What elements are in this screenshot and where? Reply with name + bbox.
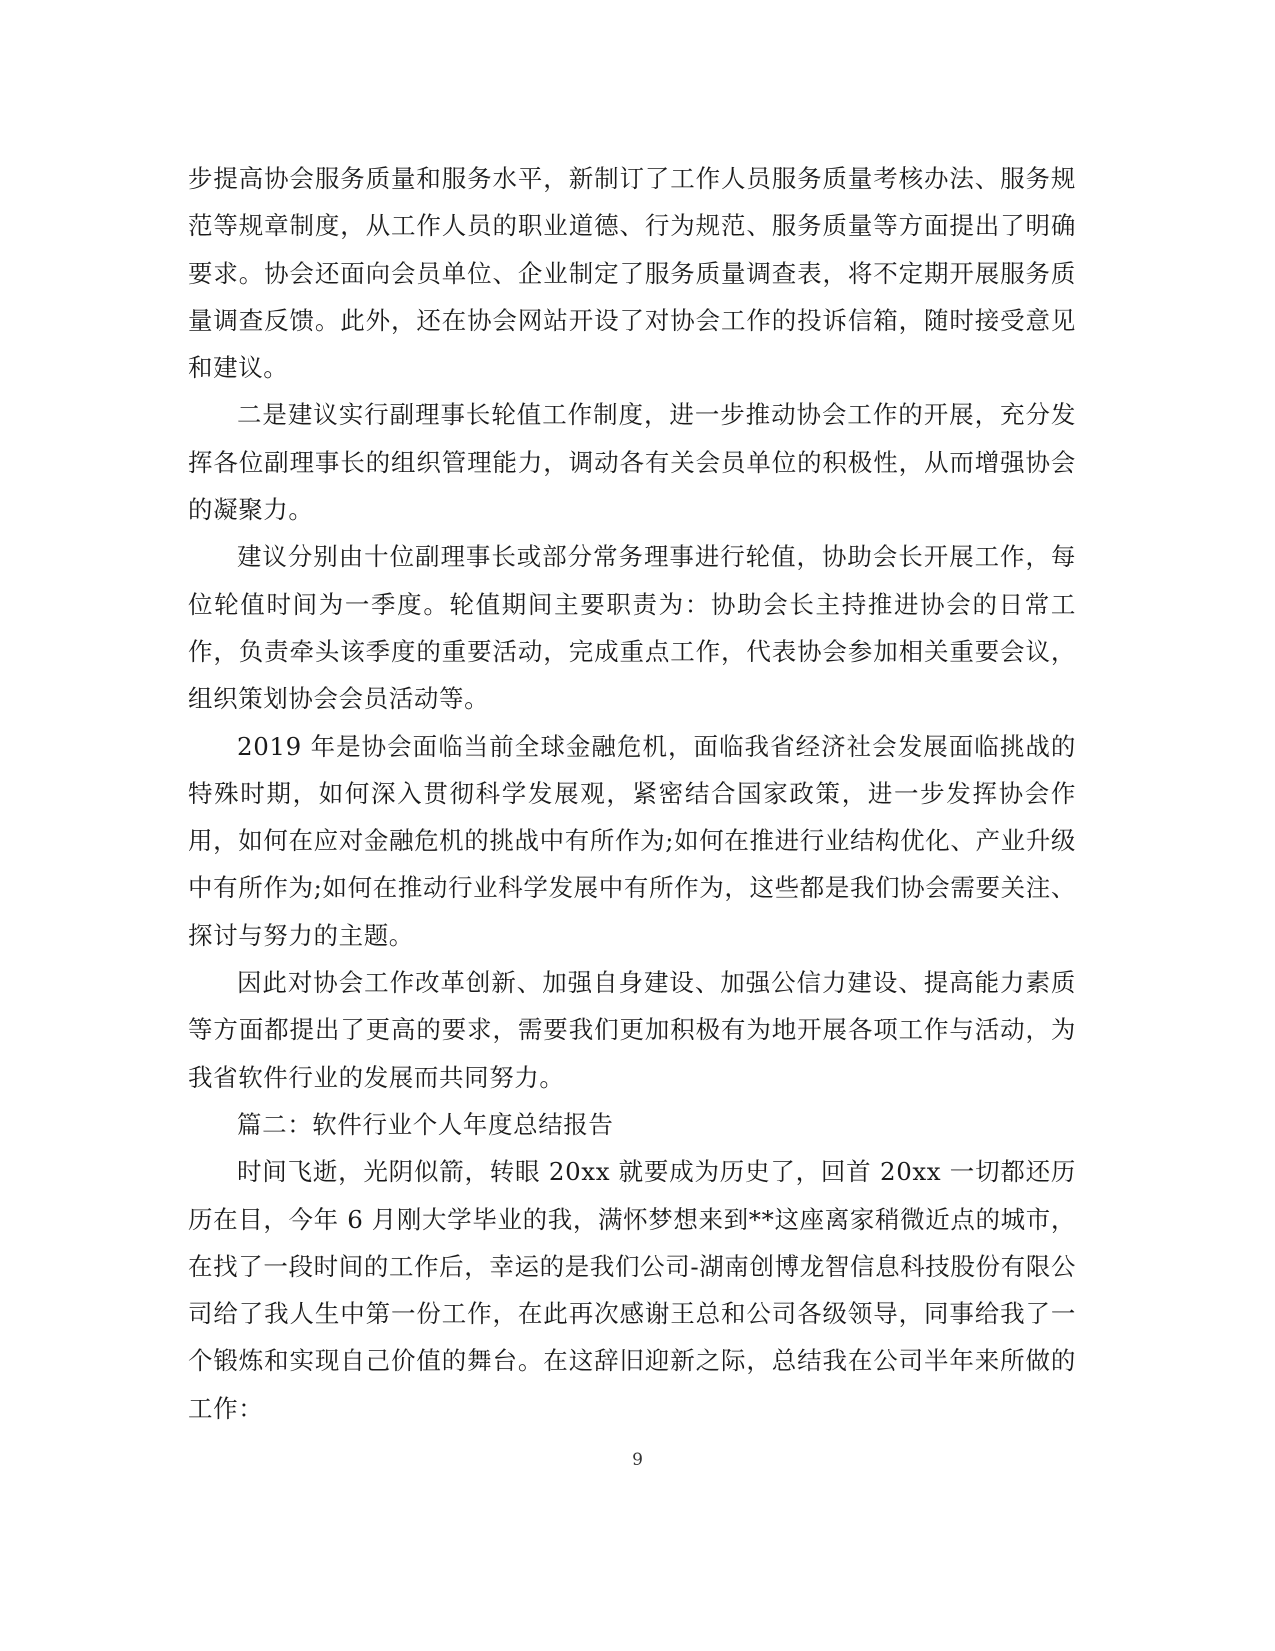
paragraph-rotation-duties: 建议分别由十位副理事长或部分常务理事进行轮值，协助会长开展工作，每位轮值时间为一季度。轮值期间主要职责为：协助会长主持推进协会的日常工作，负责牵头该季度的重要活动，完成重点工作，代表协会参加相关重要会议，组织策划协会会员活动等。 [188,542,1076,714]
paragraph-service-quality: 步提高协会服务质量和服务水平，新制订了工作人员服务质量考核办法、服务规范等规章制度，从工作人员的职业道德、行为规范、服务质量等方面提出了明确要求。协会还面向会员单位、企业制定了服务质量调查表，将不定期开展服务质量调查反馈。此外，还在协会网站开设了对协会工作的投诉信箱，随时接受意见和建议。 [188,164,1076,383]
document-body [188,155,1076,1432]
page-number: 9 [632,1450,643,1470]
paragraph-higher-requirements: 因此对协会工作改革创新、加强自身建设、加强公信力建设、提高能力素质等方面都提出了更高的要求，需要我们更加积极有为地开展各项工作与活动，为我省软件行业的发展而共同努力。 [188,968,1076,1092]
paragraph-rotating-vice-chairman: 二是建议实行副理事长轮值工作制度，进一步推动协会工作的开展，充分发挥各位副理事长的组织管理能力，调动各有关会员单位的积极性，从而增强协会的凝聚力。 [188,400,1076,525]
paragraph-personal-summary: 时间飞逝，光阴似箭，转眼 20xx 就要成为历史了，回首 20xx 一切都还历历在目，今年 6 月刚大学毕业的我，满怀梦想来到**这座离家稍微近点的城市，在找了一段时间的工作后，幸运的是我们公司-湖南创博龙智信息科技股份有限公司给了我人生中第一份工作，在此再次感谢王总和公司各级领导，同事给我了一个锻炼和实现自己价值的舞台。在这辞旧迎新之际，总结我在公司半年来所做的工作： [188,1157,1076,1423]
section-heading-part-two: 篇二：软件行业个人年度总结报告 [237,1109,614,1139]
paragraph-2019-challenges: 2019 年是协会面临当前全球金融危机，面临我省经济社会发展面临挑战的特殊时期，如何深入贯彻科学发展观，紧密结合国家政策，进一步发挥协会作用，如何在应对金融危机的挑战中有所作为;如何在推进行业结构优化、产业升级中有所作为;如何在推动行业科学发展中有所作为，这些都是我们协会需要关注、探讨与努力的主题。 [188,731,1076,950]
